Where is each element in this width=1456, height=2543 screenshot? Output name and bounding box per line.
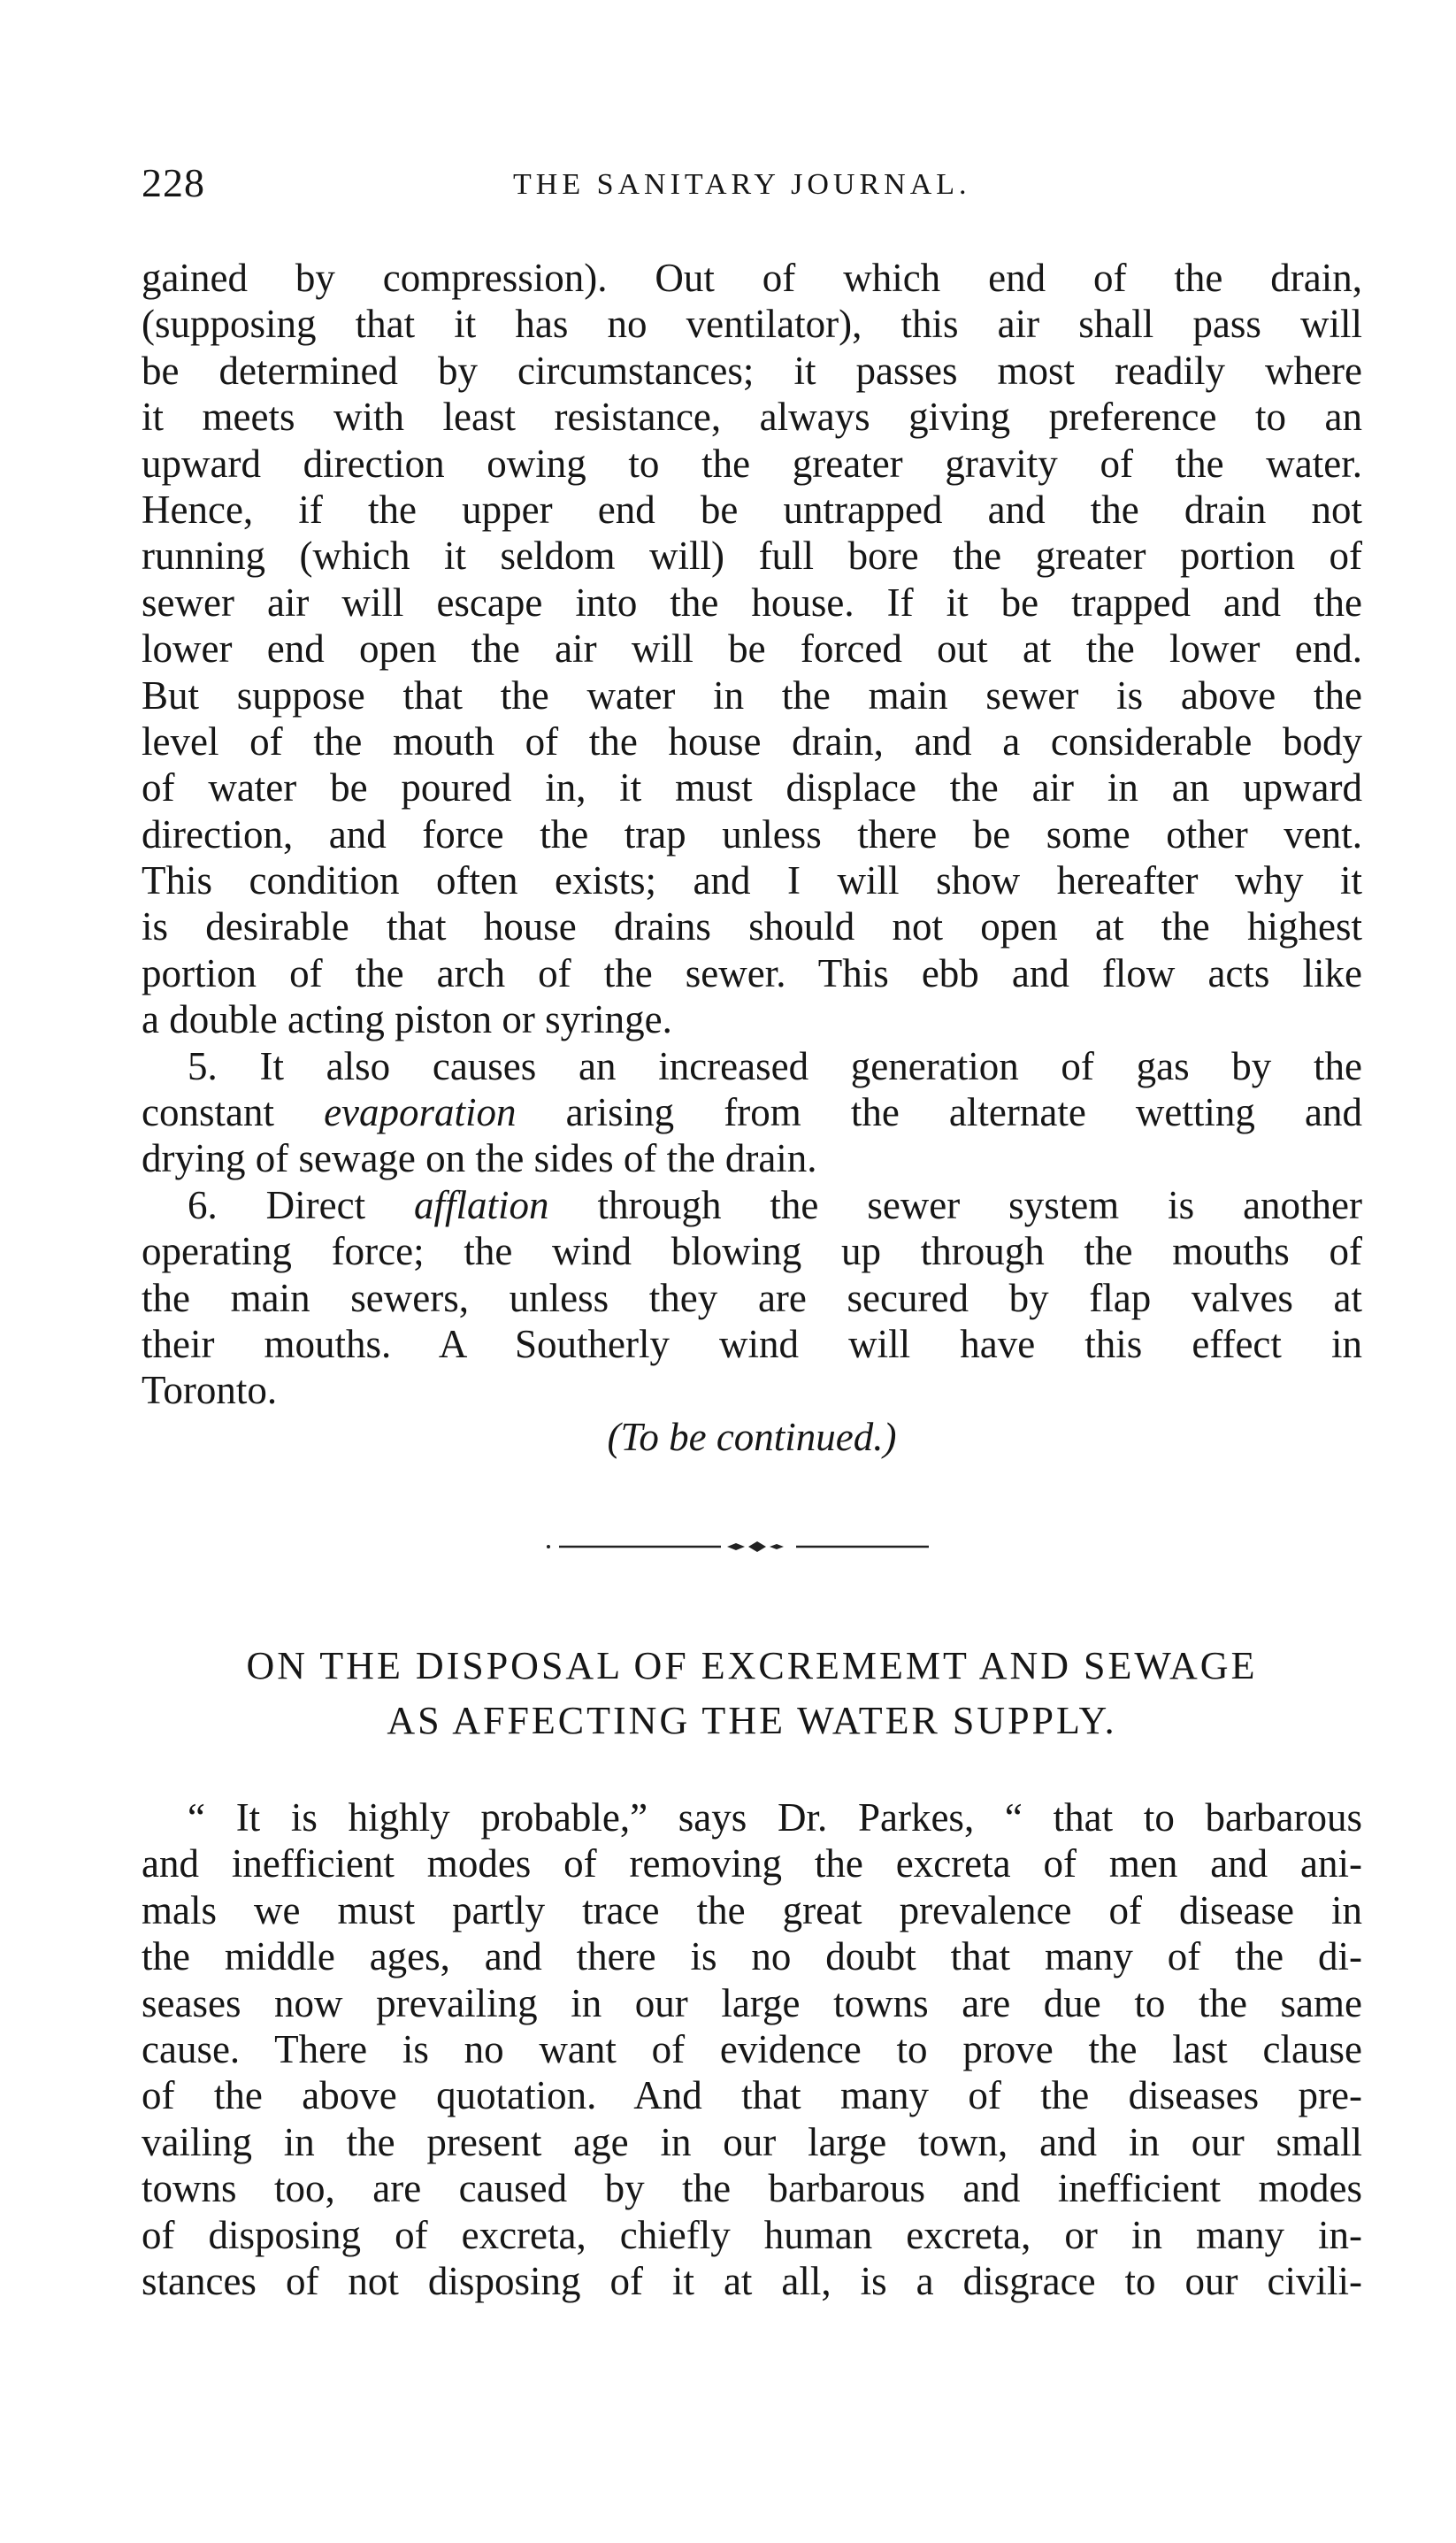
separator-dot bbox=[547, 1545, 550, 1548]
text-line: stances of not disposing of it at all, is a disgrace to our civili- bbox=[142, 2258, 1362, 2303]
text-line: sewer air will escape into the house. If it be trapped and the bbox=[142, 580, 1362, 625]
text-line: running (which it seldom will) full bore the greater portion of bbox=[142, 534, 1362, 579]
italic-term-evaporation: evaporation bbox=[324, 1090, 517, 1135]
text-line: But suppose that the water in the main sewer is above the bbox=[142, 672, 1362, 718]
text-fragment: arising from the alternate wetting and bbox=[516, 1090, 1362, 1135]
point-6-line: their mouths. A Southerly wind will have this effect in bbox=[142, 1321, 1362, 1366]
running-title: THE SANITARY JOURNAL. bbox=[513, 168, 971, 201]
text-line: level of the mouth of the house drain, and a considerable body bbox=[142, 718, 1362, 764]
continued-note: (To be continued.) bbox=[607, 1414, 897, 1459]
page-number: 228 bbox=[142, 160, 205, 205]
text-line: of disposing of excreta, chiefly human excreta, or in many in- bbox=[142, 2212, 1362, 2257]
text-fragment: constant bbox=[142, 1090, 325, 1135]
point-6-line: Toronto. bbox=[142, 1368, 278, 1413]
article-title bbox=[142, 1639, 1362, 1748]
italic-term-afflation: afflation bbox=[414, 1182, 549, 1227]
article-body bbox=[142, 1794, 1362, 2304]
text-line: mals we must partly trace the great prevalence of disease in bbox=[142, 1887, 1362, 1932]
text-line: upward direction owing to the greater gravity of the water. bbox=[142, 441, 1362, 486]
text-line: lower end open the air will be forced out at the lower end. bbox=[142, 626, 1362, 672]
page-header bbox=[142, 159, 1362, 212]
text-line: of water be poured in, it must displace the air in an upward bbox=[142, 765, 1362, 811]
point-6-line bbox=[142, 1182, 1362, 1228]
text-line: Hence, if the upper end be untrapped and the drain not bbox=[142, 487, 1362, 532]
text-fragment: 6. Direct bbox=[188, 1182, 415, 1227]
text-line: gained by compression). Out of which end of the drain, bbox=[142, 256, 1362, 300]
text-line: of the above quotation. And that many of the diseases pre- bbox=[142, 2073, 1362, 2118]
text-line: a double acting piston or syringe. bbox=[142, 997, 672, 1042]
text-line: This condition often exists; and I will show hereafter why it bbox=[142, 858, 1362, 903]
text-line: (supposing that it has no ventilator), this air shall pass will bbox=[142, 302, 1362, 347]
text-line: portion of the arch of the sewer. This ebb and flow acts like bbox=[142, 950, 1362, 995]
separator-ornament bbox=[727, 1541, 784, 1552]
text-line: “ It is highly probable,” says Dr. Parkes, “ that to barbarous bbox=[188, 1795, 1362, 1840]
text-line: vailing in the present age in our large town, and in our small bbox=[142, 2119, 1362, 2164]
section-separator bbox=[540, 1538, 938, 1556]
text-line: the middle ages, and there is no doubt that many of the di- bbox=[142, 1934, 1362, 1979]
text-line: towns too, are caused by the barbarous and inefficient modes bbox=[142, 2166, 1362, 2211]
article-title-line: ON THE DISPOSAL OF EXCREMEMT AND SEWAGE bbox=[246, 1644, 1258, 1687]
text-fragment: through the sewer system is another bbox=[548, 1182, 1362, 1227]
continued-article-text bbox=[142, 255, 1362, 1460]
point-5-line: drying of sewage on the sides of the drain. bbox=[142, 1136, 817, 1181]
text-line: and inefficient modes of removing the excreta of men and ani- bbox=[142, 1841, 1362, 1886]
point-5-line bbox=[142, 1089, 1362, 1135]
text-line: it meets with least resistance, always giving preference to an bbox=[142, 395, 1362, 440]
point-6-line: the main sewers, unless they are secured by flap valves at bbox=[142, 1275, 1362, 1320]
point-5-line: 5. It also causes an increased generation of gas by the bbox=[188, 1043, 1362, 1088]
text-line: seases now prevailing in our large towns are due to the same bbox=[142, 1980, 1362, 2025]
text-line: cause. There is no want of evidence to prove the last clause bbox=[142, 2026, 1362, 2071]
article-title-line: AS AFFECTING THE WATER SUPPLY. bbox=[387, 1699, 1117, 1742]
text-line: is desirable that house drains should not open at the highest bbox=[142, 904, 1362, 949]
point-6-line: operating force; the wind blowing up through the mouths of bbox=[142, 1229, 1362, 1274]
text-line: direction, and force the trap unless there be some other vent. bbox=[142, 811, 1362, 857]
text-line: be determined by circumstances; it passes most readily where bbox=[142, 348, 1362, 393]
